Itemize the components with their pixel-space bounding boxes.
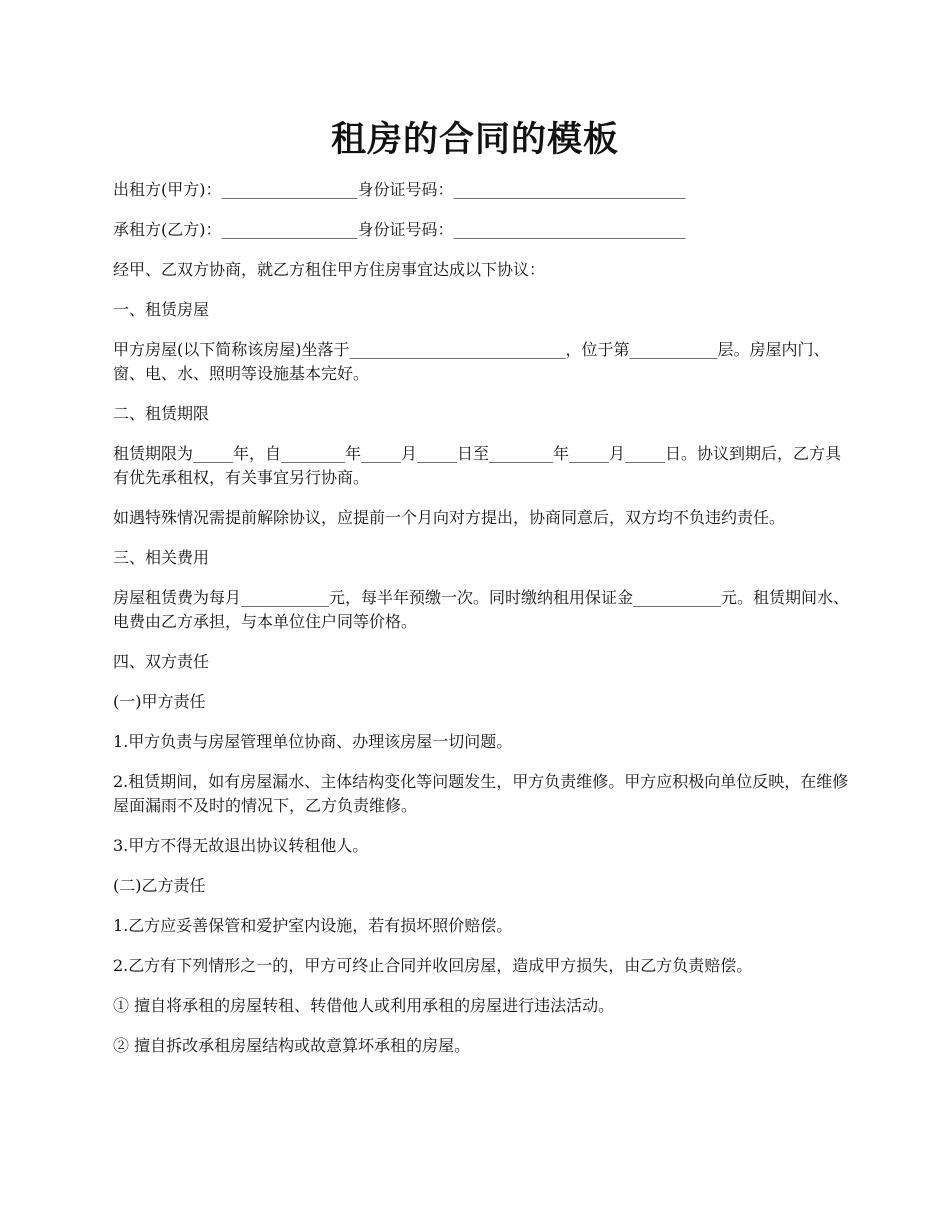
lessee-line: 承租方(乙方)：_________________身份证号码：_____________________________ xyxy=(113,220,686,239)
paragraph: 2.乙方有下列情形之一的，甲方可终止合同并收回房屋，造成甲方损失，由乙方负责赔偿。 xyxy=(113,956,753,975)
section-heading: 四、双方责任 xyxy=(113,652,210,671)
paragraph: ① 擅自将承租的房屋转租、转借他人或利用承租的房屋进行违法活动。 xyxy=(113,996,615,1015)
paragraph: 甲方房屋(以下简称该房屋)坐落于___________________________，位于第___________层。房屋内门、窗、电、水、照明等设施基本完好。 xyxy=(113,340,830,383)
section-heading: 一、租赁房屋 xyxy=(113,300,210,319)
paragraph: 如遇特殊情况需提前解除协议，应提前一个月向对方提出，协商同意后，双方均不负违约责任。 xyxy=(113,508,786,527)
paragraph: 2.租赁期间，如有房屋漏水、主体结构变化等问题发生，甲方负责维修。甲方应积极向单位反映，在维修屋面漏雨不及时的情况下，乙方负责维修。 xyxy=(113,772,849,815)
document-title: 租房的合同的模板 xyxy=(330,120,619,160)
paragraph: 租赁期限为_____年，自________年_____月_____日至________年_____月_____日。协议到期后，乙方具有优先承租权，有关事宜另行协商。 xyxy=(113,444,842,487)
paragraph: 房屋租赁费为每月___________元，每半年预缴一次。同时缴纳租用保证金___________元。租赁期间水、电费由乙方承担，与本单位住户同等价格。 xyxy=(113,588,850,631)
paragraph: ② 擅自拆改承租房屋结构或故意算坏承租的房屋。 xyxy=(113,1036,471,1055)
paragraph: 3.甲方不得无故退出协议转租他人。 xyxy=(113,836,369,855)
agreement-intro: 经甲、乙双方协商，就乙方租住甲方住房事宜达成以下协议： xyxy=(113,260,546,279)
document-body xyxy=(113,178,853,1074)
subsection-heading: (二)乙方责任 xyxy=(113,876,206,895)
paragraph: 1.乙方应妥善保管和爱护室内设施，若有损坏照价赔偿。 xyxy=(113,916,513,935)
paragraph: 1.甲方负责与房屋管理单位协商、办理该房屋一切问题。 xyxy=(113,732,513,751)
section-heading: 三、相关费用 xyxy=(113,548,210,567)
section-heading: 二、租赁期限 xyxy=(113,404,210,423)
lessor-line: 出租方(甲方)：_________________身份证号码：_____________________________ xyxy=(113,180,686,199)
subsection-heading: (一)甲方责任 xyxy=(113,692,206,711)
